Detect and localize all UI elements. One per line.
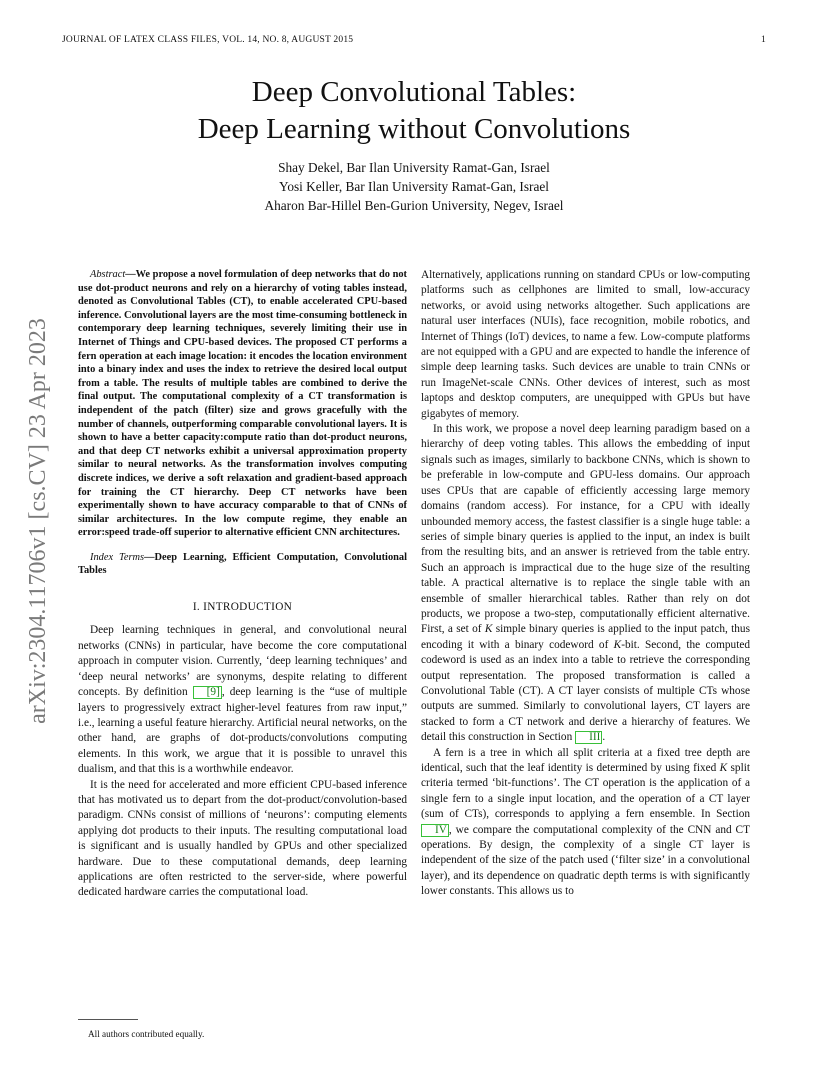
left-column [78,268,407,901]
author-1: Shay Dekel, Bar Ilan University Ramat-Gan, Israel [278,160,550,175]
intro-paragraph-1: Deep learning techniques in general, and convolutional neural networks (CNNs) in particular, have become the core computational approach in computer vision. Currently, ‘deep learning techniques’ and ‘deep neural networks’ are synonyms, despite relating to different concepts. By definition [9] , deep learning is the “use of multiple layers to progressively extract higher-level features from raw input,” i.e., learning a useful feature hierarchy. Artificial neural networks, on the other hand, are graphs of dot-products/convolutions computing elements. In this work, we argue that it is possible to unravel this dualism, and that this is a worthwhile endeavor. [78,624,407,776]
section-heading-introduction: I. INTRODUCTION [192,601,293,614]
citation-link[interactable]: [9] [193,686,222,699]
index-terms-label: Index Terms [90,551,145,563]
title-line-2: Deep Learning without Convolutions [197,113,631,145]
right-column [421,268,750,900]
page-number: 1 [761,35,766,45]
footnote: All authors contributed equally. [88,1029,205,1039]
author-list [0,158,828,215]
intro-paragraph-5: A fern is a tree in which all split criteria at a fixed tree depth are identical, such that the leaf identity is determined by using fixed K split criteria termed ‘bit-functions’. The CT operation is the application of a single fern to a single input location, and the operation of a CT layer (sum of CTs), corresponds to applying a fern ensemble. In Section IV , we compare the computational complexity of the CNN and CT operations. By design, the complexity of a single CT layer is independent of the size of the patch used (‘filter size’ in a convolutional layer), and its dependence on quadratic depth terms is with significantly lower constants. This allows us to [421,746,750,898]
journal-header: JOURNAL OF LATEX CLASS FILES, VOL. 14, NO. 8, AUGUST 2015 [62,35,354,45]
abstract: Abstract—We propose a novel formulation of deep networks that do not use dot-product neurons and rely on a hierarchy of voting tables instead, denoted as Convolutional Tables (CT), to enable accelerated CPU-based inference. Convolutional layers are the most time-consuming bottleneck in contemporary deep learning techniques, severely limiting their use in Internet of Things and CPU-based devices. The proposed CT performs a fern operation at each image location: it encodes the location environment into a binary index and uses the index to retrieve the desired local output from a table. The results of multiple tables are combined to derive the final output. The computational complexity of a CT transformation is independent of the patch (filter) size and grows gracefully with the number of channels, outperforming comparable convolutional layers. It is shown to have a better capacity:compute ratio than dot-product neurons, and that deep CT networks exhibit a universal approximation property similar to neural networks. As the transformation involves computing discrete indices, we derive a soft relaxation and gradient-based approach for training the CT hierarchy. Deep CT networks have been experimentally shown to have accuracy comparable to that of CNNs of similar architectures. In the low compute regime, they enable an error:speed trade-off superior to alternative efficient CNN architectures. [78,269,407,539]
intro-paragraph-2: It is the need for accelerated and more efficient CPU-based inference that has motivated us to depart from the dot-product/convolution-based paradigm. CNNs consist of millions of ‘neurons’: computing elements applying dot products to their inputs. The resulting computational load is significant and is usually handled by GPUs and other specialized hardware. Due to these computational demands, deep learning applications are often restricted to the server-side, where powerful dedicated hardware carries the computational load. [78,778,407,899]
intro-paragraph-4: In this work, we propose a novel deep learning paradigm based on a hierarchy of deep voting tables. This allows the embedding of input signals such as images, similarly to backbone CNNs, which is shown to be preferable in low-compute and GPU-less domains. Our approach uses CPUs that are capable of efficiently accessing large memory domains (random access). For instance, for a CPU with ideally unbounded memory access, the fastest classifier is a single huge table: a series of simple binary queries is applied to the input, an index is built from the resulting bits, and an answer is retrieved from the table entry. Such an approach is impractical due to the huge size of the resulting table. A practical alternative is to replace the single table with an ensemble of smaller hierarchical tables. Rather than rely on dot products, we propose a two-step, computationally efficient alternative. First, a set of K simple binary queries is applied to the input patch, thus encoding it with a binary codeword of K-bit. Second, the computed codeword is used as an index into a table to retrieve the corresponding output representation. The proposed transformation is called a Convolutional Table (CT). A CT layer consists of multiple CTs whose outputs are summed. Similarly to convolutional layers, CT layers are stacked to form a CT network and derive a hierarchy of features. We detail this construction in Section III . [421,423,750,744]
section-ref-link[interactable]: III [575,731,602,744]
paper-title [0,74,828,148]
author-2: Yosi Keller, Bar Ilan University Ramat-Gan, Israel [279,179,549,194]
intro-paragraph-3: Alternatively, applications running on standard CPUs or low-computing platforms such as cellphones are limited to small, low-accuracy networks, or avoid using networks altogether. Such applications are natural user interfaces (NUIs), face recognition, mobile robotics, and Internet of Things (IoT) devices, to name a few. Low-compute platforms are not equipped with a GPU and are expected to handle the inference of simple deep learning tasks. Such devices are unable to train CNNs or run ImageNet-scale CNNs. Other devices of interest, such as most laptops and desktop computers, are unequipped with GPUs but have gigabytes of memory. [421,269,750,420]
arxiv-stamp: arXiv:2304.11706v1 [cs.CV] 23 Apr 2023 [25,318,51,724]
title-line-1: Deep Convolutional Tables: [251,76,577,108]
abstract-text: We propose a novel formulation of deep networks that do not use dot-product neurons and rely on a hierarchy of voting tables instead, denoted as Convolutional Tables (CT), to enable accelerated CPU-based inference. Convolutional layers are the most time-consuming bottleneck in contemporary deep learning techniques, severely limiting their use in Internet of Things and CPU-based devices. The proposed CT performs a fern operation at each image location: it encodes the location environment into a binary index and uses the index to retrieve the desired local output from a table. The results of multiple tables are combined to derive the final output. The computational complexity of a CT transformation is independent of the patch (filter) size and grows gracefully with the number of channels, outperforming comparable convolutional layers. It is shown to have a better capacity:compute ratio than dot-product neurons, and that deep CT networks exhibit a universal approximation property similar to neural networks. As the transformation involves computing discrete indices, we derive a soft relaxation and gradient-based approach for training the CT hierarchy. Deep CT networks have been experimentally shown to have accuracy comparable to that of CNNs of similar architectures. In the low compute regime, they enable an error:speed trade-off superior to alternative efficient CNN architectures. [78,269,407,539]
author-3: Aharon Bar-Hillel Ben-Gurion University, Negev, Israel [264,198,564,213]
abstract-label: Abstract [90,269,126,280]
index-terms: Index Terms—Deep Learning, Efficient Computation, Convolutional Tables [78,551,408,577]
running-header [62,35,766,45]
index-terms-text: Deep Learning, Efficient Computation, Convolutional Tables [78,551,408,577]
footnote-divider [78,1019,138,1020]
section-ref-link[interactable]: IV [421,824,449,837]
